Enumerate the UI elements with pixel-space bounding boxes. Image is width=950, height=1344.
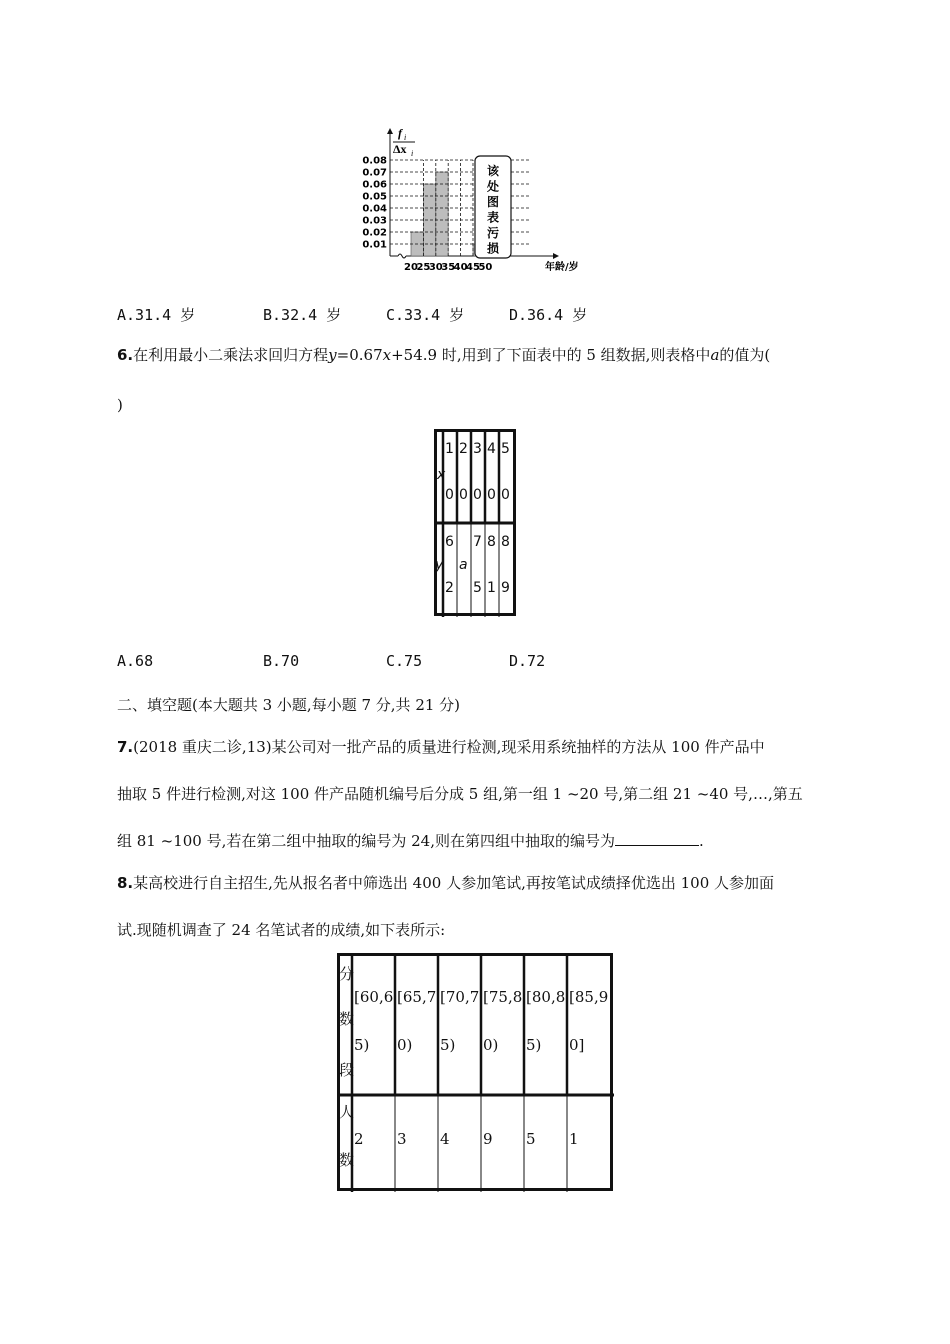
table-header-y: y bbox=[435, 557, 444, 573]
header-score-range-2: 数 bbox=[339, 1010, 355, 1028]
regression-data-table bbox=[434, 429, 514, 615]
y-tick-label: 0.06 bbox=[362, 179, 387, 191]
question-6-number: 6. bbox=[117, 346, 134, 364]
count-2: 3 bbox=[397, 1130, 407, 1148]
y-cell-2-unknown-a: a bbox=[459, 557, 468, 573]
question-6-text-cont: ) bbox=[117, 396, 123, 414]
age-histogram bbox=[355, 118, 595, 278]
x-cell-3-bottom: 0 bbox=[473, 487, 482, 503]
question-6-text: 6.在利用最小二乘法求回归方程y=0.67x+54.9 时,用到了下面表中的 5 组数据,则表格中a的值为( bbox=[117, 346, 771, 364]
score-distribution-table bbox=[337, 953, 613, 1191]
stain-char: 该 bbox=[486, 164, 500, 178]
score-range-4-bottom: 0) bbox=[483, 1036, 499, 1054]
x-cell-2-bottom: 0 bbox=[459, 487, 468, 503]
x-tick-label: 45 bbox=[466, 262, 480, 273]
score-range-5-top: [80,8 bbox=[526, 988, 566, 1006]
header-count-2: 数 bbox=[339, 1151, 355, 1169]
x-cell-4-top: 4 bbox=[487, 441, 496, 457]
header-score-range-3: 段 bbox=[339, 1061, 355, 1079]
score-range-4-top: [75,8 bbox=[483, 988, 523, 1006]
x-tick-label: 25 bbox=[416, 262, 431, 273]
table-header-x: x bbox=[437, 467, 446, 483]
x-cell-2-top: 2 bbox=[459, 441, 468, 457]
x-tick-label: 40 bbox=[453, 262, 468, 273]
y-cell-5-bottom: 9 bbox=[501, 580, 510, 596]
score-range-5-bottom: 5) bbox=[526, 1036, 542, 1054]
y-cell-3-bottom: 5 bbox=[473, 580, 482, 596]
x-cell-1-top: 1 bbox=[445, 441, 454, 457]
q6-option-b: B.70 bbox=[263, 652, 300, 670]
y-tick-label: 0.07 bbox=[362, 167, 387, 179]
y-tick-label: 0.05 bbox=[362, 191, 387, 203]
score-range-1-top: [60,6 bbox=[354, 988, 394, 1006]
score-range-1-bottom: 5) bbox=[354, 1036, 370, 1054]
y-axis-label-numerator: f bbox=[398, 126, 402, 140]
y-axis-label-denominator-sub: i bbox=[411, 149, 414, 158]
count-3: 4 bbox=[440, 1130, 450, 1148]
y-cell-1-bottom: 2 bbox=[445, 580, 454, 596]
x-cell-1-bottom: 0 bbox=[445, 487, 454, 503]
score-range-2-top: [65,7 bbox=[397, 988, 437, 1006]
question-7-number: 7. bbox=[117, 738, 134, 756]
x-cell-5-top: 5 bbox=[501, 441, 510, 457]
score-range-6-bottom: 0] bbox=[569, 1036, 585, 1054]
q6-option-a: A.68 bbox=[117, 652, 154, 670]
question-8-line-2: 试.现随机调查了 24 名笔试者的成绩,如下表所示: bbox=[117, 921, 446, 939]
x-cell-3-top: 3 bbox=[473, 441, 482, 457]
q5-option-b: B.32.4 岁 bbox=[263, 306, 342, 324]
count-1: 2 bbox=[354, 1130, 364, 1148]
count-5: 5 bbox=[526, 1130, 536, 1148]
x-cell-5-bottom: 0 bbox=[501, 487, 510, 503]
stain-char: 污 bbox=[486, 226, 500, 240]
y-tick-label: 0.04 bbox=[362, 203, 387, 215]
q5-option-a: A.31.4 岁 bbox=[117, 306, 196, 324]
header-score-range-1: 分 bbox=[339, 965, 355, 983]
y-axis-label-denominator: Δx bbox=[393, 142, 407, 156]
question-7-line-2: 抽取 5 件进行检测,对这 100 件产品随机编号后分成 5 组,第一组 1 ~20 号,第二组 21 ~40 号,…,第五 bbox=[117, 785, 803, 803]
header-count-1: 人 bbox=[339, 1103, 355, 1121]
question-8-number: 8. bbox=[117, 874, 134, 892]
question-7-line-1: 7.(2018 重庆二诊,13)某公司对一批产品的质量进行检测,现采用系统抽样的方法从 100 件产品中 bbox=[117, 738, 765, 756]
section-2-heading: 二、填空题(本大题共 3 小题,每小题 7 分,共 21 分) bbox=[117, 696, 461, 714]
q5-option-d: D.36.4 岁 bbox=[509, 306, 588, 324]
question-7-line-3: 组 81 ~100 号,若在第二组中抽取的编号为 24,则在第四组中抽取的编号为 . bbox=[117, 832, 704, 850]
stain-char: 图 bbox=[486, 195, 500, 209]
y-cell-5-top: 8 bbox=[501, 534, 510, 550]
score-range-2-bottom: 0) bbox=[397, 1036, 413, 1054]
y-cell-1-top: 6 bbox=[445, 534, 454, 550]
score-range-3-top: [70,7 bbox=[440, 988, 480, 1006]
y-axis-label-numerator-sub: i bbox=[404, 133, 407, 142]
score-range-6-top: [85,9 bbox=[569, 988, 609, 1006]
y-tick-label: 0.01 bbox=[362, 239, 387, 251]
question-8-line-1: 8.某高校进行自主招生,先从报名者中筛选出 400 人参加笔试,再按笔试成绩择优选出 100 人参加面 bbox=[117, 874, 775, 892]
y-cell-4-top: 8 bbox=[487, 534, 496, 550]
y-tick-label: 0.03 bbox=[362, 215, 387, 227]
q6-option-d: D.72 bbox=[509, 652, 546, 670]
q6-option-c: C.75 bbox=[386, 652, 423, 670]
count-4: 9 bbox=[483, 1130, 493, 1148]
y-cell-3-top: 7 bbox=[473, 534, 482, 550]
stain-char: 损 bbox=[486, 241, 500, 256]
x-tick-label: 30 bbox=[428, 262, 443, 273]
x-axis-label: 年龄/岁 bbox=[545, 262, 579, 273]
stain-char: 表 bbox=[486, 210, 500, 225]
x-tick-label: 35 bbox=[441, 262, 456, 273]
y-tick-label: 0.08 bbox=[362, 155, 387, 167]
y-cell-4-bottom: 1 bbox=[487, 580, 496, 596]
y-tick-label: 0.02 bbox=[362, 227, 387, 239]
histogram-bar-3 bbox=[436, 172, 448, 256]
answer-blank[interactable] bbox=[615, 831, 699, 846]
stain-char: 处 bbox=[486, 179, 500, 194]
x-cell-4-bottom: 0 bbox=[487, 487, 496, 503]
q5-option-c: C.33.4 岁 bbox=[386, 306, 465, 324]
count-6: 1 bbox=[569, 1130, 579, 1148]
score-range-3-bottom: 5) bbox=[440, 1036, 456, 1054]
x-tick-label: 20 bbox=[404, 262, 418, 273]
x-tick-label: 50 bbox=[478, 262, 493, 273]
